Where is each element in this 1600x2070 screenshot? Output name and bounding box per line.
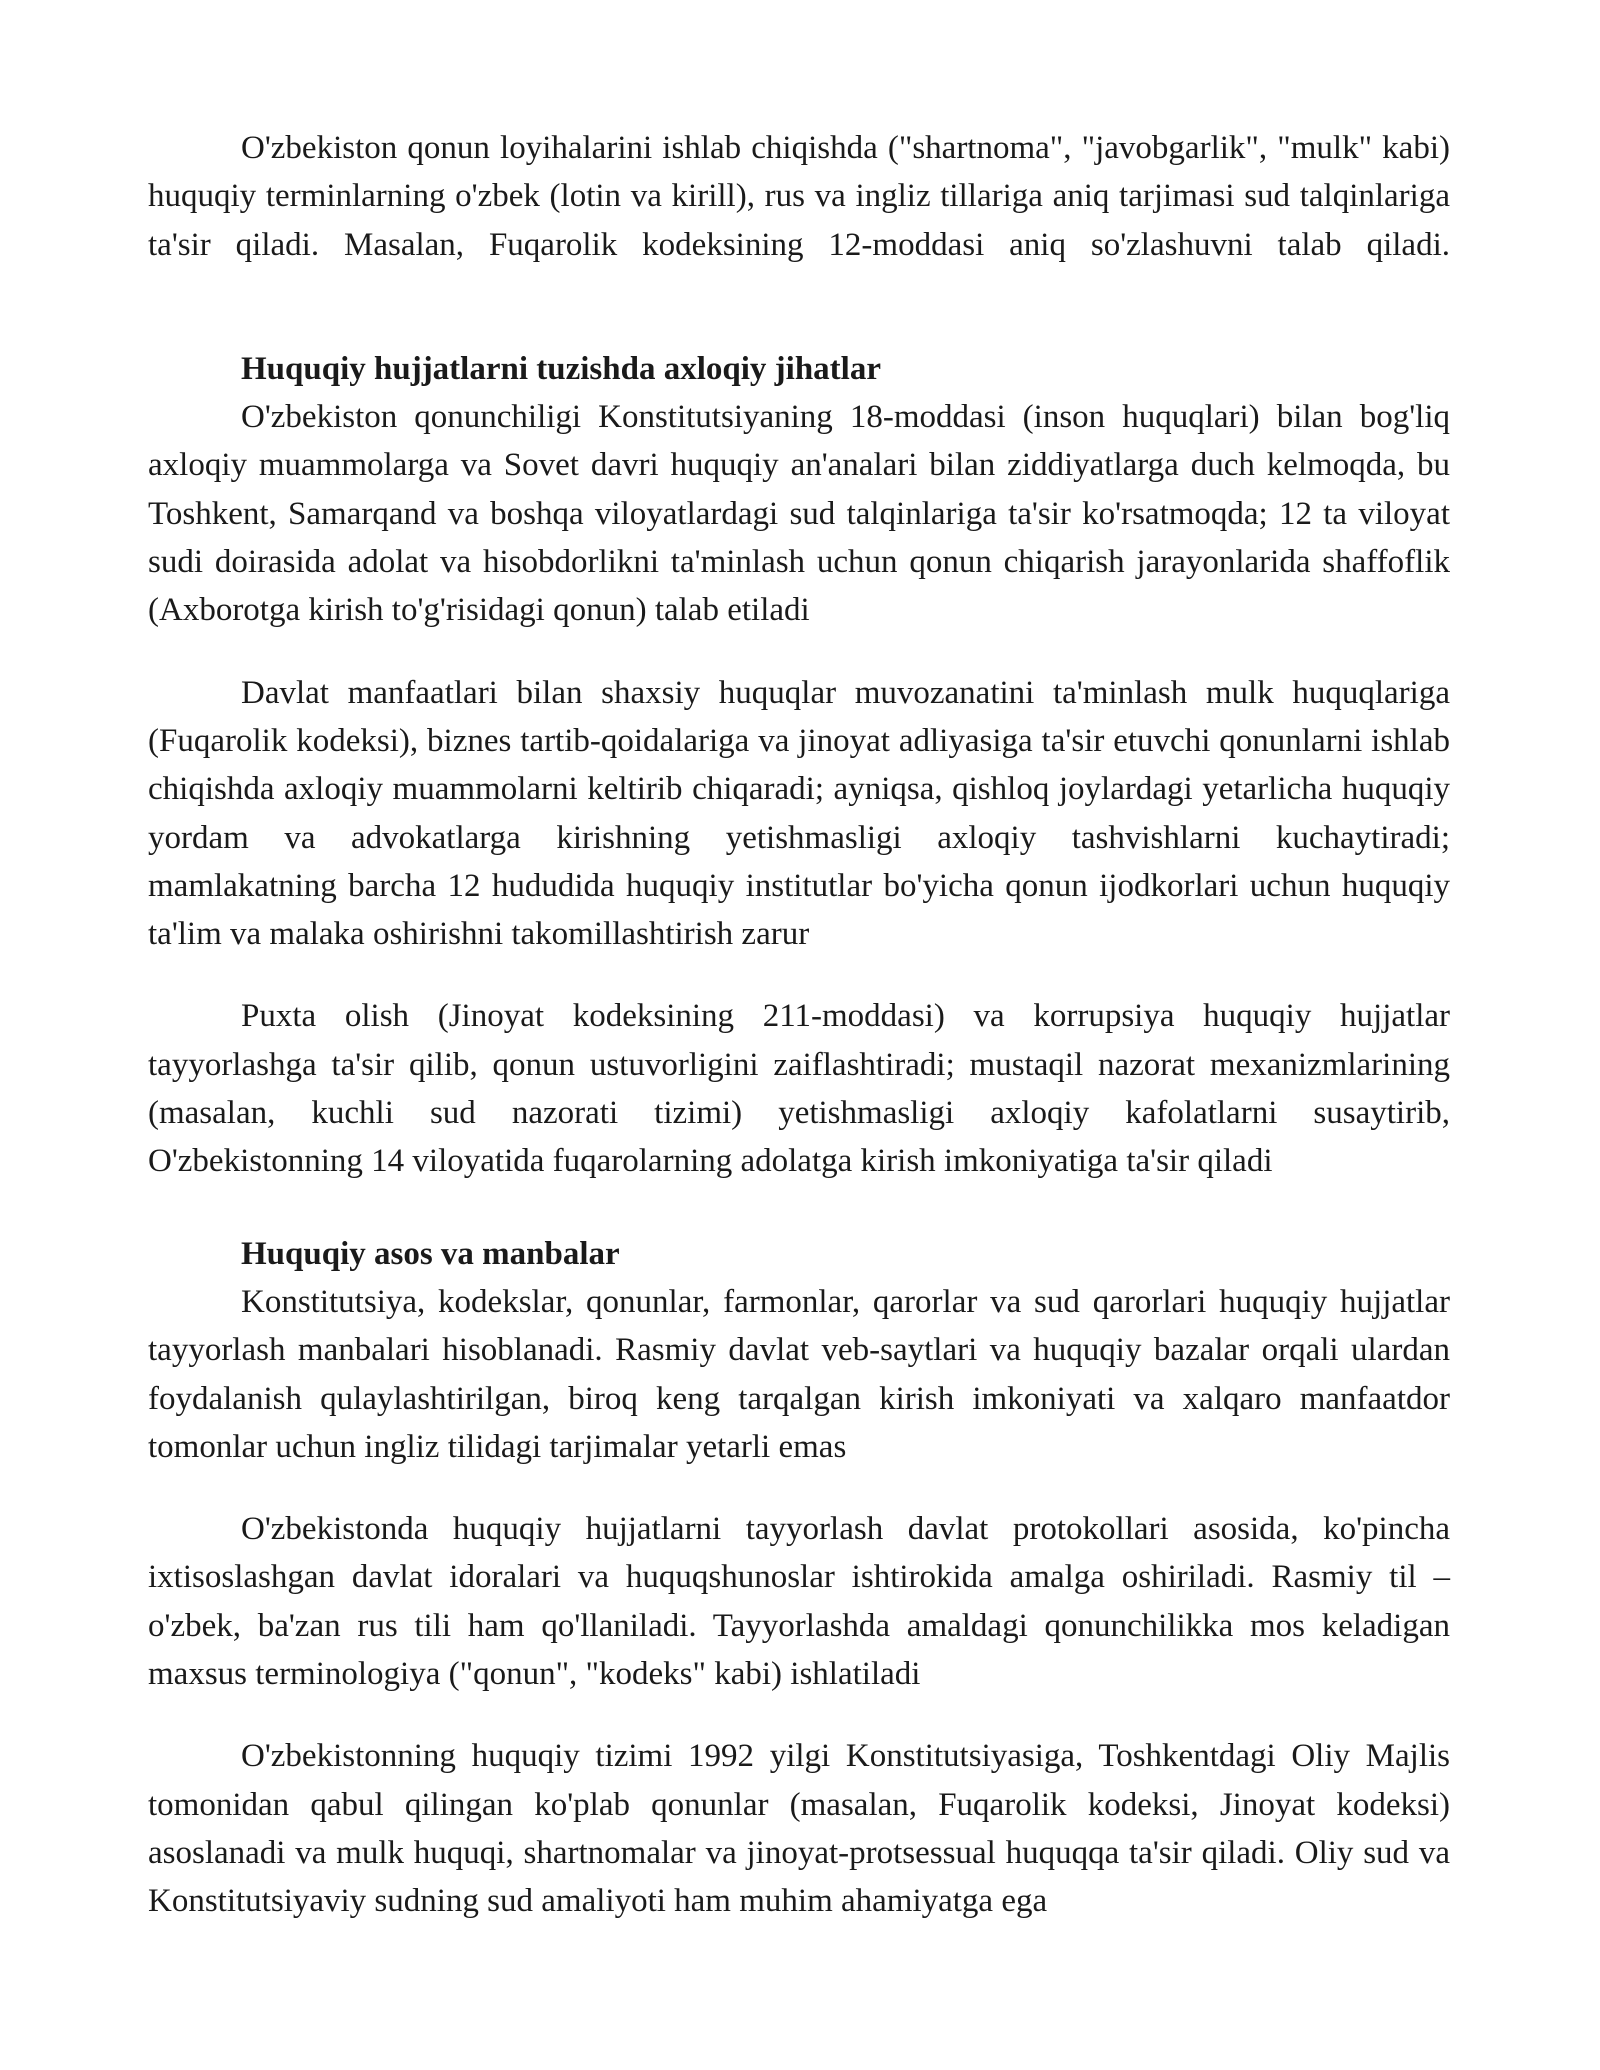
heading-legal-basis: Huquqiy asos va manbalar [241,1235,620,1272]
document-page [148,124,1450,1926]
spacer [148,269,1450,345]
spacer [148,1186,1450,1230]
spacer [148,1471,1450,1505]
paragraph-terminology: O'zbekiston qonun loyihalarini ishlab chiqishda ("shartnoma", "javobgarlik", "mulk" kabi) huquqiy terminlarning o'zbek (lotin va kirill), rus va ingliz tillariga aniq tarjimasi sud talqinlariga ta'sir qiladi. Masalan, Fuqarolik kodeksining 12-moddasi aniq so'zlashuvni talab qiladi. [148,130,1450,263]
spacer [148,958,1450,992]
paragraph-sources: Konstitutsiya, kodekslar, qonunlar, farmonlar, qarorlar va sud qarorlari huquqiy hujjatlar tayyorlash manbalari hisoblanadi. Rasmiy davlat veb-saytlari va huquqiy bazalar orqali ulardan foydalanish qulaylashtirilgan, biroq keng tarqalgan kirish imkoniyati va xalqaro manfaatdor tomonlar uchun ingliz tilidagi tarjimalar yetarli emas [148,1283,1450,1465]
spacer [148,1698,1450,1732]
paragraph-drafting-protocols: O'zbekistonda huquqiy hujjatlarni tayyorlash davlat protokollari asosida, ko'pincha ixtisoslashgan davlat idoralari va huquqshunoslar ishtirokida amalga oshiriladi. Rasmiy til – o'zbek, ba'zan rus tili ham qo'llaniladi. Tayyorlashda amaldagi qonunchilikka mos keladigan maxsus terminologiya ("qonun", "kodeks" kabi) ishlatiladi [148,1511,1450,1693]
paragraph-state-interests: Davlat manfaatlari bilan shaxsiy huquqlar muvozanatini ta'minlash mulk huquqlariga (Fuqarolik kodeksi), biznes tartib-qoidalariga va jinoyat adliyasiga ta'sir etuvchi qonunlarni ishlab chiqishda axloqiy muammolarni keltirib chiqaradi; ayniqsa, qishloq joylardagi yetarlicha huquqiy yordam va advokatlarga kirishning yetishmasligi axloqiy tashvishlarni kuchaytiradi; mamlakatning barcha 12 hududida huquqiy institutlar bo'yicha qonun ijodkorlari uchun huquqiy ta'lim va malaka oshirishni takomillashtirish zarur [148,674,1450,953]
spacer [148,635,1450,669]
paragraph-constitution-ethics: O'zbekiston qonunchiligi Konstitutsiyaning 18-moddasi (inson huquqlari) bilan bog'liq axloqiy muammolarga va Sovet davri huquqiy an'analari bilan ziddiyatlarga duch kelmoqda, bu Toshkent, Samarqand va boshqa viloyatlardagi sud talqinlariga ta'sir ko'rsatmoqda; 12 ta viloyat sudi doirasida adolat va hisobdorlikni ta'minlash uchun qonun chiqarish jarayonlarida shaffoflik (Axborotga kirish to'g'risidagi qonun) talab etiladi [148,399,1450,629]
paragraph-corruption: Puxta olish (Jinoyat kodeksining 211-moddasi) va korrupsiya huquqiy hujjatlar tayyorlashga ta'sir qilib, qonun ustuvorligini zaiflashtiradi; mustaqil nazorat mexanizmlarining (masalan, kuchli sud nazorati tizimi) yetishmasligi axloqiy kafolatlarni susaytirib, O'zbekistonning 14 viloyatida fuqarolarning adolatga kirish imkoniyatiga ta'sir qiladi [148,998,1450,1180]
paragraph-legal-system: O'zbekistonning huquqiy tizimi 1992 yilgi Konstitutsiyasiga, Toshkentdagi Oliy Majlis tomonidan qabul qilingan ko'plab qonunlar (masalan, Fuqarolik kodeksi, Jinoyat kodeksi) asoslanadi va mulk huquqi, shartnomalar va jinoyat-protsessual huquqqa ta'sir qiladi. Oliy sud va Konstitutsiyaviy sudning sud amaliyoti ham muhim ahamiyatga ega [148,1738,1450,1920]
heading-ethical-aspects: Huquqiy hujjatlarni tuzishda axloqiy jihatlar [241,350,881,387]
